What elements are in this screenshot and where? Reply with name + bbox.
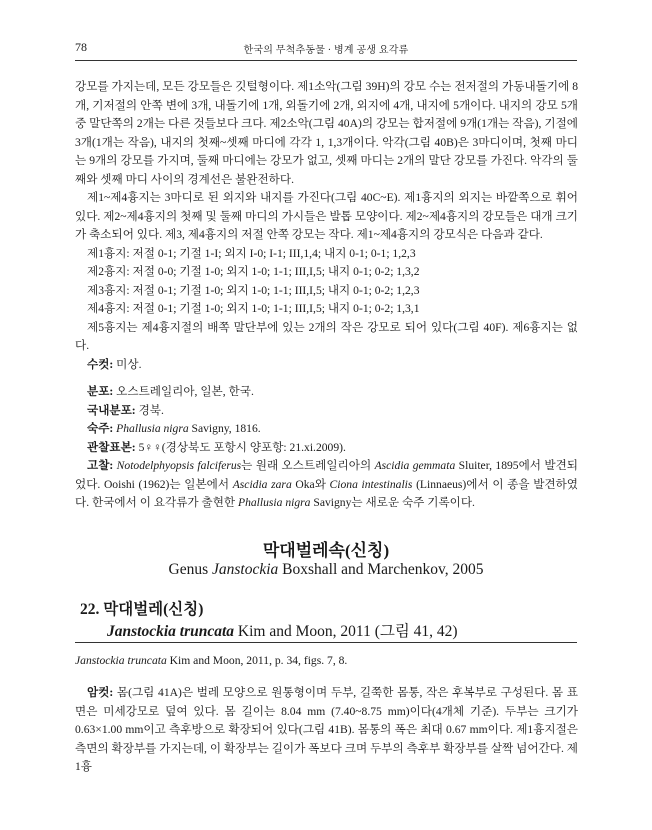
leg-formula-line: 제4흉지: 저절 0-1; 기절 1-0; 외지 1-0; 1-1; III,I,5; 내지 0-1; 0-2; 1,3,1 xyxy=(87,302,420,315)
leg-formula-line: 제2흉지: 저절 0-0; 기절 1-0; 외지 1-0; 1-1; III,I,5; 내지 0-1; 0-2; 1,3,2 xyxy=(87,265,420,278)
species-name: Janstockia truncata xyxy=(107,623,235,640)
remarks-text: (Linnaeus)에서 이 종을 발견하였다. 한국에서 이 요각류가 출현한 xyxy=(75,477,578,509)
leg-formula-line: 제3흉지: 저절 0-1; 기절 1-0; 외지 1-0; 1-1; III,I,5; 내지 0-1; 0-2; 1,2,3 xyxy=(87,283,420,297)
remarks-text: Savigny는 새로운 숙주 기록이다. xyxy=(310,496,475,509)
distribution-line xyxy=(75,383,578,402)
remarks-species: Ciona intestinalis xyxy=(329,477,413,491)
remarks-species: Phallusia nigra xyxy=(238,496,311,509)
remarks-species: Ascidia zara xyxy=(232,477,292,491)
leg5-paragraph: 제5흉지는 제4흉지절의 배쪽 말단부에 있는 2개의 작은 강모로 되어 있다(그림 40F). 제6흉지는 없다. xyxy=(75,320,578,352)
material-label: 관찰표본: xyxy=(87,440,136,454)
male-text: 미상. xyxy=(113,357,142,371)
material-line xyxy=(75,439,578,458)
species-divider xyxy=(75,642,577,643)
material-text: 5♀♀(경상북도 포항시 양포항: 21.xi.2009). xyxy=(135,440,346,454)
genus-title-korean: 막대벌레속(신칭) xyxy=(262,541,390,560)
host-line xyxy=(75,420,578,439)
citation-species: Janstockia truncata xyxy=(75,654,167,667)
genus-title-latin xyxy=(0,561,652,579)
remarks-text: 는 원래 오스트레일리아의 xyxy=(241,459,375,472)
korea-distribution-line xyxy=(75,402,578,421)
remarks-text: Oka와 xyxy=(291,477,330,491)
host-label: 숙주: xyxy=(87,422,114,435)
female-label: 암컷: xyxy=(87,686,114,699)
header-divider xyxy=(75,60,577,61)
species-title-korean: 22. 막대벌레(신칭) xyxy=(80,601,204,618)
remarks-paragraph xyxy=(75,457,578,513)
host-rest: Savigny, 1816. xyxy=(188,422,261,435)
leg-formula-line: 제1흉지: 저절 0-1; 기절 1-I; 외지 I-0; I-1; III,1,4; 내지 0-1; 0-1; 1,2,3 xyxy=(87,246,416,260)
female-paragraph xyxy=(75,684,578,777)
female-description-block xyxy=(75,684,578,777)
legs-paragraph: 제1~제4흉지는 3마디로 된 외지와 내지를 가진다(그림 40C~E). 제1흉지의 외지는 바깥쪽으로 휘어 있다. 제2~제4흉지의 첫째 및 둘째 마디의 가시들은 발톱 모양이다. 제2~제4흉지의 강모들은 대개 크기가 축소되어 있다. 제3, 제4흉지의 저절 안쪽 강모는 작다. 제1~제4흉지의 강모식은 다음과 같다. xyxy=(75,191,578,241)
female-text: 몸(그림 41A)은 벌레 모양으로 원통형이며 두부, 길쭉한 몸통, 작은 후복부로 구성된다. 몸 표면은 미세강모로 덮여 있다. 몸 길이는 8.04 mm (7.40~8.75 mm)이다(4개체 기준). 두부는 크기가 0.63×1.00 mm이고 측후방으로 확장되어 있다(그림 41B). 몸통의 폭은 최대 0.67 mm이다. 제1흉지절은 측면의 확장부를 가지는데, 이 확장부는 길이가 폭보다 크며 두부의 측후부 확장부를 살짝 넘어간다. 제1흉 xyxy=(75,686,578,773)
page-number: 78 xyxy=(75,40,87,54)
description-block xyxy=(75,78,578,513)
remarks-species: Ascidia gemmata xyxy=(374,459,456,472)
genus-prefix: Genus xyxy=(168,561,212,578)
remarks-text: Sluiter, 1895에서 발견되었다. Ooishi (1962)는 일본에서 xyxy=(75,459,578,491)
running-title: 한국의 무척추동물 · 병계 공생 요각류 xyxy=(243,45,409,56)
genus-name: Janstockia xyxy=(211,561,279,578)
species-authority: Kim and Moon, 2011 (그림 41, 42) xyxy=(234,623,458,640)
genus-authority: Boxshall and Marchenkov, 2005 xyxy=(278,561,484,578)
korea-distribution-label: 국내분포: xyxy=(87,403,136,417)
male-label: 수컷: xyxy=(87,357,114,371)
citation-rest: Kim and Moon, 2011, p. 34, figs. 7, 8. xyxy=(166,654,348,667)
male-paragraph xyxy=(75,356,578,375)
mouthparts-paragraph: 강모를 가지는데, 모든 강모들은 깃털형이다. 제1소악(그림 39H)의 강모 수는 전저절의 가동내돌기에 8개, 기저절의 안쪽 변에 3개, 내돌기에 1개, 외돌기에 2개, 외지에 4개, 내지에 5개이다. 내지의 강모 5개 중 말단쪽의 2개는 다른 것들보다 크다. 제2소악(그림 40A)의 강모는 합저절에 9개(1개는 작음), 기절에 3개(1개는 작음), 내지의 첫째~셋째 마디에 각각 1, 1,3개이다. 악각(그림 40B)은 3마디이며, 첫째 마디는 9개의 강모를 가지며, 둘째 마디에는 강모가 없고, 셋째 마디는 2개의 말단 강모를 가진다. 악각의 둘째와 셋째 마디 사이의 경계선은 불완전하다. xyxy=(75,80,578,186)
synonymy-citation xyxy=(75,654,347,667)
host-species: Phallusia nigra xyxy=(116,422,189,435)
species-title-latin xyxy=(107,619,458,641)
remarks-species: Notodelphyopsis falciferus xyxy=(116,459,242,472)
distribution-text: 오스트레일리아, 일본, 한국. xyxy=(113,385,254,398)
korea-distribution-text: 경북. xyxy=(135,403,164,417)
distribution-label: 분포: xyxy=(87,385,114,398)
remarks-label: 고찰: xyxy=(87,459,114,472)
